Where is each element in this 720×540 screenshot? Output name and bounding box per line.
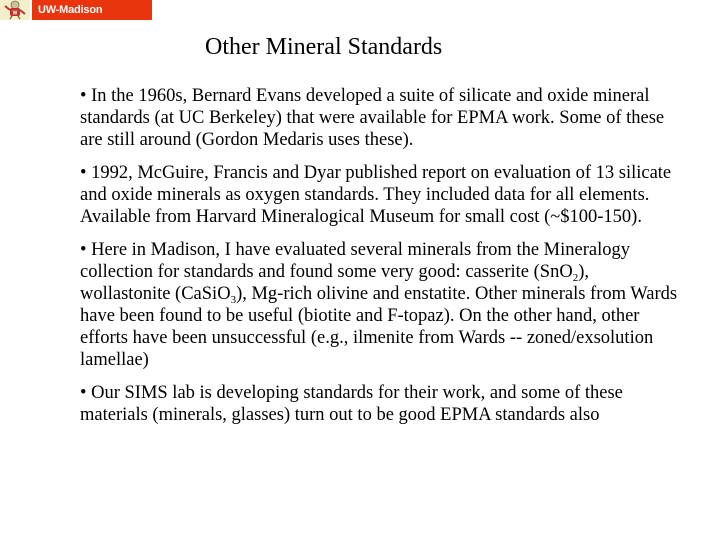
svg-text:W: W [12, 10, 18, 17]
bullet-evans-standards: • In the 1960s, Bernard Evans developed a suite of silicate and oxide mineral standards (at UC Berkeley) that were available for EPMA work. Some of these are still around (Gordon Medaris uses these). [80, 86, 665, 150]
slide-content [80, 85, 680, 437]
slide-title: Other Mineral Standards [205, 34, 443, 60]
badger-mascot-icon [0, 0, 30, 20]
bullet-madison-evaluation: • Here in Madison, I have evaluated several minerals from the Mineralogy collection for standards and found some very good: casserite (SnO$_2$), wollastonite (CaSiO$_3$), Mg-rich olivine and enstatite. Other minerals from Wards have been found to be useful (biotite and F-topaz). On the other hand, other efforts have been unsuccessful (e.g., ilmenite from Wards -- zoned/exsolution lamellae) [80, 240, 678, 370]
bullet-sims-lab: • Our SIMS lab is developing standards for their work, and some of these materials (minerals, glasses) turn out to be good EPMA standards also [80, 383, 623, 425]
bullet-mcguire-report: • 1992, McGuire, Francis and Dyar published report on evaluation of 13 silicate and oxide minerals as oxygen standards. They included data for all elements. Available from Harvard Mineralogical Museum for small cost (~$100-150). [80, 163, 672, 227]
course-banner: UW-Madison Geology 777 [32, 0, 152, 20]
header-bar [0, 0, 152, 36]
